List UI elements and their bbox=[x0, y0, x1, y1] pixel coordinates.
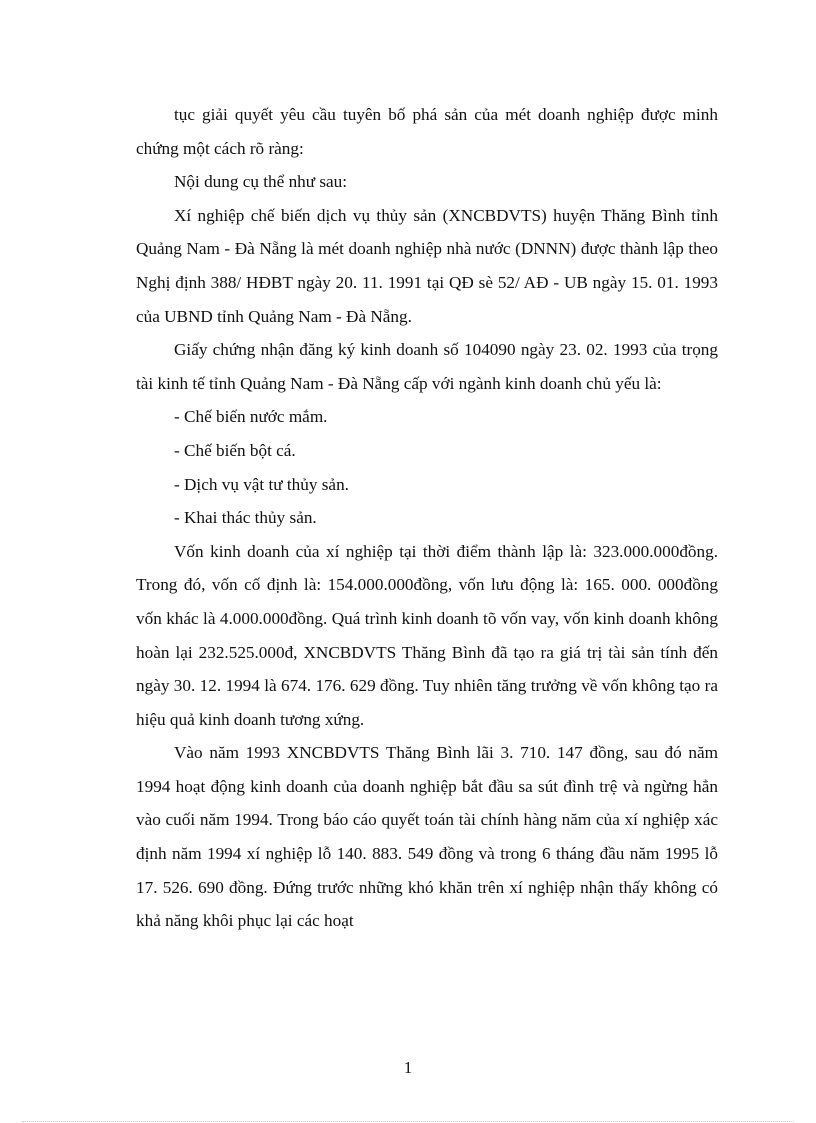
paragraph-business-license: Giấy chứng nhận đăng ký kinh doanh số 104090 ngày 23. 02. 1993 của trọng tài kinh tế tỉnh Quảng Nam - Đà Nẵng cấp với ngành kinh doanh chủ yếu là: bbox=[136, 340, 718, 393]
list-item: - Khai thác thủy sản. bbox=[174, 508, 317, 528]
list-item: - Chế biến nước mắm. bbox=[174, 407, 328, 427]
paragraph-capital: Vốn kinh doanh của xí nghiệp tại thời điểm thành lập là: 323.000.000đồng. Trong đó, vốn cố định là: 154.000.000đồng, vốn lưu động là: 165. 000. 000đồng vốn khác là 4.000.000đồng. Quá trình kinh doanh tõ vốn vay, vốn kinh doanh không hoàn lại 232.525.000đ, XNCBDVTS Thăng Bình đã tạo ra giá trị tài sản tính đến ngày 30. 12. 1994 là 674. 176. 629 đồng. Tuy nhiên tăng trưởng về vốn không tạo ra hiệu quả kinh doanh tương xứng. bbox=[136, 541, 718, 729]
body-text bbox=[136, 98, 718, 938]
paragraph-content-heading: Nội dung cụ thể như sau: bbox=[174, 172, 348, 192]
list-item: - Dịch vụ vật tư thủy sản. bbox=[174, 474, 349, 494]
paragraph-company-info: Xí nghiệp chế biến dịch vụ thủy sản (XNCBDVTS) huyện Thăng Bình tỉnh Quảng Nam - Đà Nẵng là mét doanh nghiệp nhà nước (DNNN) được thành lập theo Nghị định 388/ HĐBT ngày 20. 11. 1991 tại QĐ sè 52/ AĐ - UB ngày 15. 01. 1993 của UBND tỉnh Quảng Nam - Đà Nẵng. bbox=[136, 205, 718, 326]
paragraph-losses: Vào năm 1993 XNCBDVTS Thăng Bình lãi 3. 710. 147 đồng, sau đó năm 1994 hoạt động kinh doanh của doanh nghiệp bắt đầu sa sút đình trệ và ngừng hẳn vào cuối năm 1994. Trong báo cáo quyết toán tài chính hàng năm của xí nghiệp xác định năm 1994 xí nghiệp lỗ 140. 883. 549 đồng và trong 6 tháng đầu năm 1995 lỗ 17. 526. 690 đồng. Đứng trước những khó khăn trên xí nghiệp nhận thấy không có khả năng khôi phục lại các hoạt bbox=[136, 743, 718, 931]
page-number: 1 bbox=[403, 1058, 413, 1077]
paragraph-intro: tục giải quyết yêu cầu tuyên bố phá sản của mét doanh nghiệp được minh chứng một cách rõ ràng: bbox=[136, 105, 718, 158]
page-divider bbox=[22, 1121, 794, 1122]
list-item: - Chế biến bột cá. bbox=[174, 440, 296, 460]
